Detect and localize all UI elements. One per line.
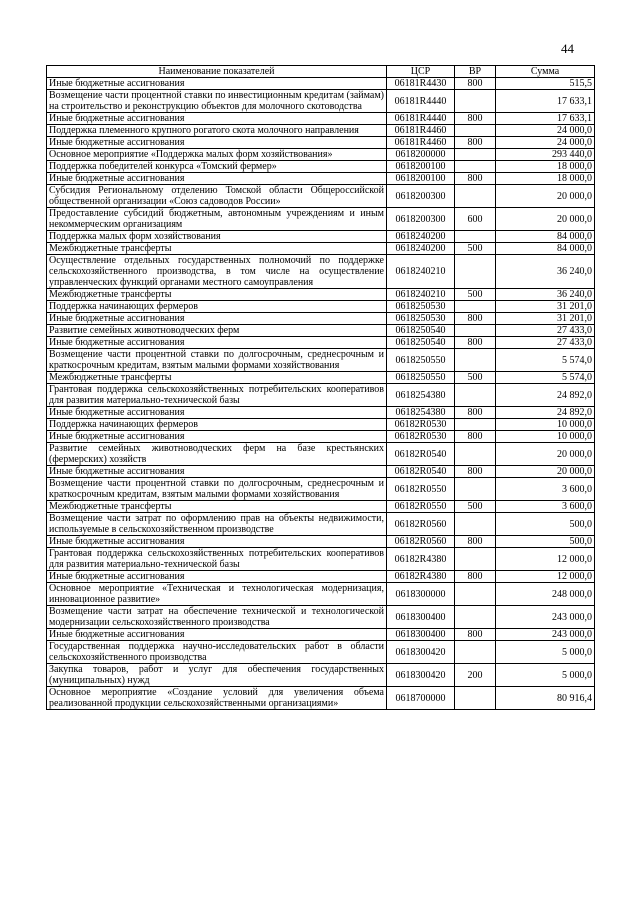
row-sum: 10 000,0 (496, 431, 595, 443)
row-sum: 293 440,0 (496, 149, 595, 161)
row-name: Грантовая поддержка сельскохозяйственных потребительских кооперативов для развития материально-технической базы (47, 548, 387, 571)
table-row (47, 664, 595, 687)
row-code: 0618250550 (387, 349, 455, 372)
row-code: 0618250550 (387, 372, 455, 384)
table-row (47, 372, 595, 384)
row-sum: 24 892,0 (496, 407, 595, 419)
row-name: Межбюджетные трансферты (47, 501, 387, 513)
row-code: 0618250540 (387, 325, 455, 337)
row-sum: 24 000,0 (496, 137, 595, 149)
row-sum: 27 433,0 (496, 337, 595, 349)
row-name: Иные бюджетные ассигнования (47, 431, 387, 443)
row-sum: 18 000,0 (496, 173, 595, 185)
row-code: 0618250540 (387, 337, 455, 349)
row-sum: 243 000,0 (496, 606, 595, 629)
table-row (47, 149, 595, 161)
header-code: ЦСР (387, 66, 455, 78)
row-sum: 243 000,0 (496, 629, 595, 641)
row-name: Поддержка племенного крупного рогатого скота молочного направления (47, 125, 387, 137)
row-code: 0618300400 (387, 606, 455, 629)
row-code: 06182R0540 (387, 443, 455, 466)
row-name: Возмещение части процентной ставки по долгосрочным, среднесрочным и краткосрочным кредитам, взятым малыми формами хозяйствования (47, 349, 387, 372)
table-row (47, 231, 595, 243)
table-row (47, 313, 595, 325)
header-vr: ВР (455, 66, 496, 78)
row-code: 06181R4440 (387, 90, 455, 113)
row-name: Иные бюджетные ассигнования (47, 536, 387, 548)
table-row (47, 571, 595, 583)
row-sum: 5 000,0 (496, 664, 595, 687)
table-row (47, 325, 595, 337)
row-vr: 800 (455, 313, 496, 325)
row-name: Межбюджетные трансферты (47, 289, 387, 301)
row-sum: 17 633,1 (496, 113, 595, 125)
row-code: 0618700000 (387, 687, 455, 710)
row-name: Возмещение части процентной ставки по долгосрочным, среднесрочным и краткосрочным кредитам, взятым малыми формами хозяйствования (47, 478, 387, 501)
row-code: 0618240210 (387, 255, 455, 289)
row-code: 06182R0530 (387, 431, 455, 443)
row-sum: 27 433,0 (496, 325, 595, 337)
row-vr: 500 (455, 289, 496, 301)
row-code: 06182R0540 (387, 466, 455, 478)
table-row (47, 606, 595, 629)
row-sum: 3 600,0 (496, 478, 595, 501)
table-row (47, 289, 595, 301)
table-row (47, 478, 595, 501)
row-vr (455, 606, 496, 629)
table-row (47, 78, 595, 90)
row-vr: 800 (455, 78, 496, 90)
table-row (47, 185, 595, 208)
table-row (47, 173, 595, 185)
row-vr: 500 (455, 501, 496, 513)
row-vr: 600 (455, 208, 496, 231)
table-row (47, 407, 595, 419)
row-vr (455, 301, 496, 313)
table-row (47, 349, 595, 372)
row-vr (455, 548, 496, 571)
row-vr (455, 125, 496, 137)
row-code: 06182R0560 (387, 513, 455, 536)
row-code: 06182R0560 (387, 536, 455, 548)
row-vr: 800 (455, 173, 496, 185)
row-code: 0618254380 (387, 384, 455, 407)
table-row (47, 125, 595, 137)
row-sum: 80 916,4 (496, 687, 595, 710)
row-sum: 36 240,0 (496, 255, 595, 289)
row-vr: 800 (455, 536, 496, 548)
row-sum: 10 000,0 (496, 419, 595, 431)
table-row (47, 243, 595, 255)
row-vr (455, 349, 496, 372)
row-name: Иные бюджетные ассигнования (47, 173, 387, 185)
row-code: 06181R4440 (387, 113, 455, 125)
row-name: Иные бюджетные ассигнования (47, 78, 387, 90)
row-name: Иные бюджетные ассигнования (47, 313, 387, 325)
row-code: 06182R4380 (387, 548, 455, 571)
table-row (47, 513, 595, 536)
header-name: Наименование показателей (47, 66, 387, 78)
row-vr: 500 (455, 372, 496, 384)
row-vr: 800 (455, 337, 496, 349)
row-vr: 200 (455, 664, 496, 687)
row-vr (455, 149, 496, 161)
row-sum: 5 574,0 (496, 372, 595, 384)
row-sum: 500,0 (496, 536, 595, 548)
row-code: 06182R0550 (387, 501, 455, 513)
header-sum: Сумма (496, 66, 595, 78)
row-sum: 20 000,0 (496, 185, 595, 208)
row-sum: 24 892,0 (496, 384, 595, 407)
row-code: 06182R4380 (387, 571, 455, 583)
row-name: Поддержка начинающих фермеров (47, 301, 387, 313)
table-row (47, 687, 595, 710)
page-number: 44 (561, 41, 574, 56)
row-sum: 12 000,0 (496, 548, 595, 571)
row-sum: 17 633,1 (496, 90, 595, 113)
row-vr: 800 (455, 571, 496, 583)
table-row (47, 629, 595, 641)
table-row (47, 466, 595, 478)
row-vr (455, 325, 496, 337)
row-vr (455, 255, 496, 289)
row-name: Государственная поддержка научно-исследовательских работ в области сельскохозяйственного производства (47, 641, 387, 664)
row-vr: 500 (455, 243, 496, 255)
table-header-row (47, 66, 595, 78)
row-name: Межбюджетные трансферты (47, 243, 387, 255)
table-row (47, 548, 595, 571)
row-vr (455, 419, 496, 431)
table-row (47, 255, 595, 289)
table-row (47, 583, 595, 606)
table-row (47, 137, 595, 149)
row-name: Иные бюджетные ассигнования (47, 629, 387, 641)
table-row (47, 431, 595, 443)
table-row (47, 384, 595, 407)
row-sum: 24 000,0 (496, 125, 595, 137)
row-sum: 20 000,0 (496, 208, 595, 231)
row-name: Осуществление отдельных государственных полномочий по поддержке сельскохозяйственного производства, в том числе на осуществление управленческих функций органами местного самоуправления (47, 255, 387, 289)
row-name: Предоставление субсидий бюджетным, автономным учреждениям и иным некоммерческим организациям (47, 208, 387, 231)
row-sum: 500,0 (496, 513, 595, 536)
row-vr (455, 161, 496, 173)
row-name: Закупка товаров, работ и услуг для обеспечения государственных (муниципальных) нужд (47, 664, 387, 687)
row-sum: 20 000,0 (496, 443, 595, 466)
budget-table (46, 65, 595, 710)
row-sum: 36 240,0 (496, 289, 595, 301)
row-name: Возмещение части затрат по оформлению прав на объекты недвижимости, используемые в сельскохозяйственном производстве (47, 513, 387, 536)
row-vr: 800 (455, 466, 496, 478)
row-sum: 84 000,0 (496, 243, 595, 255)
row-code: 0618300000 (387, 583, 455, 606)
table-row (47, 501, 595, 513)
row-code: 0618300420 (387, 641, 455, 664)
row-vr: 800 (455, 431, 496, 443)
row-code: 06181R4430 (387, 78, 455, 90)
row-name: Основное мероприятие «Поддержка малых форм хозяйствования» (47, 149, 387, 161)
row-code: 06182R0530 (387, 419, 455, 431)
row-code: 0618300400 (387, 629, 455, 641)
row-name: Основное мероприятие «Техническая и технологическая модернизация, инновационное развитие» (47, 583, 387, 606)
row-code: 0618200100 (387, 161, 455, 173)
row-code: 0618250530 (387, 301, 455, 313)
table-row (47, 536, 595, 548)
row-code: 0618200300 (387, 185, 455, 208)
table-row (47, 161, 595, 173)
row-vr (455, 478, 496, 501)
row-vr (455, 384, 496, 407)
row-vr (455, 583, 496, 606)
row-name: Поддержка малых форм хозяйствования (47, 231, 387, 243)
row-name: Поддержка начинающих фермеров (47, 419, 387, 431)
row-name: Возмещение части процентной ставки по инвестиционным кредитам (займам) на строительство и реконструкцию объектов для молочного скотоводства (47, 90, 387, 113)
row-name: Иные бюджетные ассигнования (47, 337, 387, 349)
row-name: Субсидия Региональному отделению Томской области Общероссийской общественной организации «Союз садоводов России» (47, 185, 387, 208)
row-sum: 3 600,0 (496, 501, 595, 513)
row-name: Иные бюджетные ассигнования (47, 113, 387, 125)
row-sum: 84 000,0 (496, 231, 595, 243)
row-name: Основное мероприятие «Создание условий для увеличения объема реализованной продукции сельскохозяйственными организациями» (47, 687, 387, 710)
row-code: 06181R4460 (387, 137, 455, 149)
row-sum: 18 000,0 (496, 161, 595, 173)
row-sum: 12 000,0 (496, 571, 595, 583)
row-sum: 20 000,0 (496, 466, 595, 478)
row-vr (455, 185, 496, 208)
row-name: Развитие семейных животноводческих ферм на базе крестьянских (фермерских) хозяйств (47, 443, 387, 466)
row-code: 0618240200 (387, 231, 455, 243)
row-sum: 5 000,0 (496, 641, 595, 664)
row-name: Иные бюджетные ассигнования (47, 571, 387, 583)
row-vr (455, 231, 496, 243)
row-name: Возмещение части затрат на обеспечение технической и технологической модернизации сельскохозяйственного производства (47, 606, 387, 629)
row-sum: 31 201,0 (496, 301, 595, 313)
row-name: Поддержка победителей конкурса «Томский фермер» (47, 161, 387, 173)
row-name: Иные бюджетные ассигнования (47, 466, 387, 478)
row-vr: 800 (455, 137, 496, 149)
row-code: 0618240200 (387, 243, 455, 255)
row-code: 0618200300 (387, 208, 455, 231)
row-name: Грантовая поддержка сельскохозяйственных потребительских кооперативов для развития материально-технической базы (47, 384, 387, 407)
table-row (47, 337, 595, 349)
row-code: 0618240210 (387, 289, 455, 301)
row-sum: 248 000,0 (496, 583, 595, 606)
row-vr: 800 (455, 407, 496, 419)
table-row (47, 419, 595, 431)
table-row (47, 113, 595, 125)
row-code: 0618200100 (387, 173, 455, 185)
row-vr: 800 (455, 629, 496, 641)
row-name: Иные бюджетные ассигнования (47, 137, 387, 149)
table-row (47, 208, 595, 231)
row-vr (455, 513, 496, 536)
row-vr (455, 641, 496, 664)
row-sum: 5 574,0 (496, 349, 595, 372)
row-code: 06182R0550 (387, 478, 455, 501)
table-row (47, 301, 595, 313)
row-vr (455, 90, 496, 113)
row-code: 0618250530 (387, 313, 455, 325)
row-vr (455, 443, 496, 466)
row-sum: 515,5 (496, 78, 595, 90)
table-row (47, 641, 595, 664)
row-code: 0618254380 (387, 407, 455, 419)
row-sum: 31 201,0 (496, 313, 595, 325)
row-code: 06181R4460 (387, 125, 455, 137)
row-vr: 800 (455, 113, 496, 125)
row-code: 0618200000 (387, 149, 455, 161)
row-name: Межбюджетные трансферты (47, 372, 387, 384)
row-code: 0618300420 (387, 664, 455, 687)
row-name: Иные бюджетные ассигнования (47, 407, 387, 419)
table-row (47, 443, 595, 466)
row-name: Развитие семейных животноводческих ферм (47, 325, 387, 337)
table-row (47, 90, 595, 113)
row-vr (455, 687, 496, 710)
